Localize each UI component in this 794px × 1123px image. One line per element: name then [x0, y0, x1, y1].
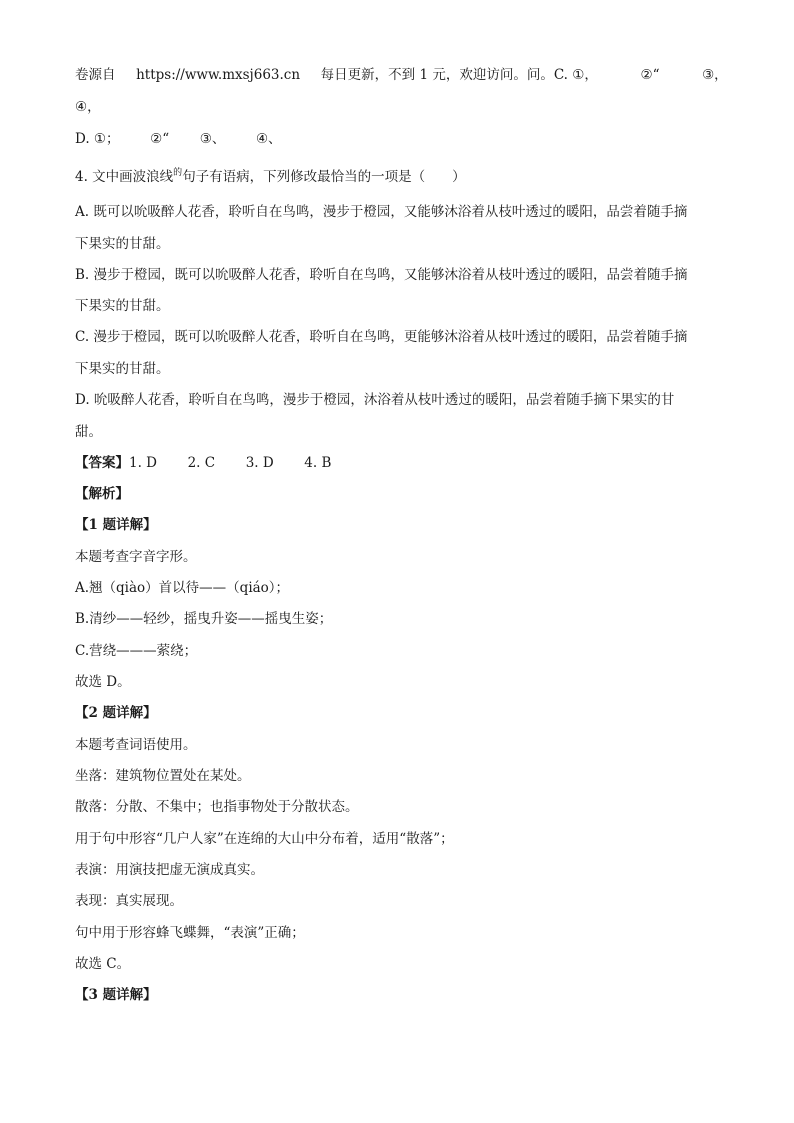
- header-url: https://www.mxsj663.cn: [136, 67, 301, 83]
- option-d-p2: ②“: [150, 131, 170, 147]
- q2-detail-line: 用于句中形容“几户人家”在连绵的大山中分布着，适用“散落”；: [75, 831, 454, 847]
- option-d-line: [75, 130, 282, 148]
- q2-detail-line: 表现：真实展现。: [75, 893, 183, 909]
- option-d-p3: ③、: [199, 131, 226, 147]
- answer-line: [75, 454, 331, 472]
- q4-option-c-line1: C. 漫步于橙园，既可以吮吸醉人花香，聆听自在鸟鸣，更能够沐浴着从枝叶透过的暖阳，品尝着随手摘: [75, 329, 688, 345]
- q2-detail-line: 故选 C。: [75, 956, 131, 972]
- q1-detail-line: B.清纱——轻纱，摇曳升姿——摇曳生姿；: [75, 611, 333, 627]
- q4-stem-a: 4. 文中画波浪线: [75, 169, 174, 185]
- option-d-p4: ④、: [255, 131, 282, 147]
- q2-detail-line: 本题考查词语使用。: [75, 737, 197, 753]
- q1-detail-line: A.翘（qiào）首以待——（qiáo）；: [75, 580, 290, 596]
- q4-option-d-line1: D. 吮吸醉人花香，聆听自在鸟鸣，漫步于橙园，沐浴着从枝叶透过的暖阳，品尝着随手摘下果实的甘: [75, 392, 675, 408]
- q3-detail-title: 【3 题详解】: [75, 987, 157, 1003]
- q4-stem-b: 句子有语病，下列修改最恰当的一项是（ ）: [182, 169, 466, 185]
- option-4-blank: ④，: [75, 99, 101, 115]
- q1-detail-title: 【1 题详解】: [75, 517, 157, 533]
- q4-option-c-line2: 下果实的甘甜。: [75, 361, 170, 377]
- header-line-2: [75, 98, 101, 116]
- q4-stem-mark: 的: [173, 168, 183, 178]
- q1-detail-line: 故选 D。: [75, 674, 131, 690]
- q2-detail-line: 散落：分散、不集中；也指事物处于分散状态。: [75, 799, 359, 815]
- answer-2: 2. C: [187, 455, 216, 471]
- analysis-label: 【解析】: [75, 486, 129, 502]
- q4-option-b-line1: B. 漫步于橙园，既可以吮吸醉人花香，聆听自在鸟鸣，又能够沐浴着从枝叶透过的暖阳，品尝着随手摘: [75, 267, 688, 283]
- answer-3: 3. D: [245, 455, 274, 471]
- answer-4: 4. B: [304, 455, 332, 471]
- q4-option-d-line2: 甜。: [75, 424, 102, 440]
- q1-detail-line: 本题考查字音字形。: [75, 549, 197, 565]
- q4-option-b-line2: 下果实的甘甜。: [75, 298, 170, 314]
- q2-detail-line: 坐落：建筑物位置处在某处。: [75, 768, 251, 784]
- q4-option-a-line2: 下果实的甘甜。: [75, 236, 170, 252]
- q2-detail-line: 句中用于形容蜂飞蝶舞，“表演”正确；: [75, 925, 305, 941]
- question-4-stem: [75, 168, 466, 188]
- option-d-label: D. ①；: [75, 131, 120, 147]
- q1-detail-line: C.营绕———萦绕；: [75, 643, 198, 659]
- answer-1: 1. D: [129, 455, 157, 471]
- option-3-blank: ③，: [702, 67, 728, 83]
- header-line: [75, 66, 728, 84]
- answer-label: 【答案】: [75, 455, 129, 471]
- header-prefix: 卷源自: [75, 67, 116, 83]
- q2-detail-line: 表演：用演技把虚无演成真实。: [75, 862, 264, 878]
- q4-option-a-line1: A. 既可以吮吸醉人花香，聆听自在鸟鸣，漫步于橙园，又能够沐浴着从枝叶透过的暖阳，品尝着随手摘: [75, 204, 688, 220]
- option-2-blank: ②“: [640, 67, 660, 83]
- header-notice: 每日更新，不到 1 元，欢迎访问。问。C. ①，: [320, 67, 598, 83]
- q2-detail-title: 【2 题详解】: [75, 705, 157, 721]
